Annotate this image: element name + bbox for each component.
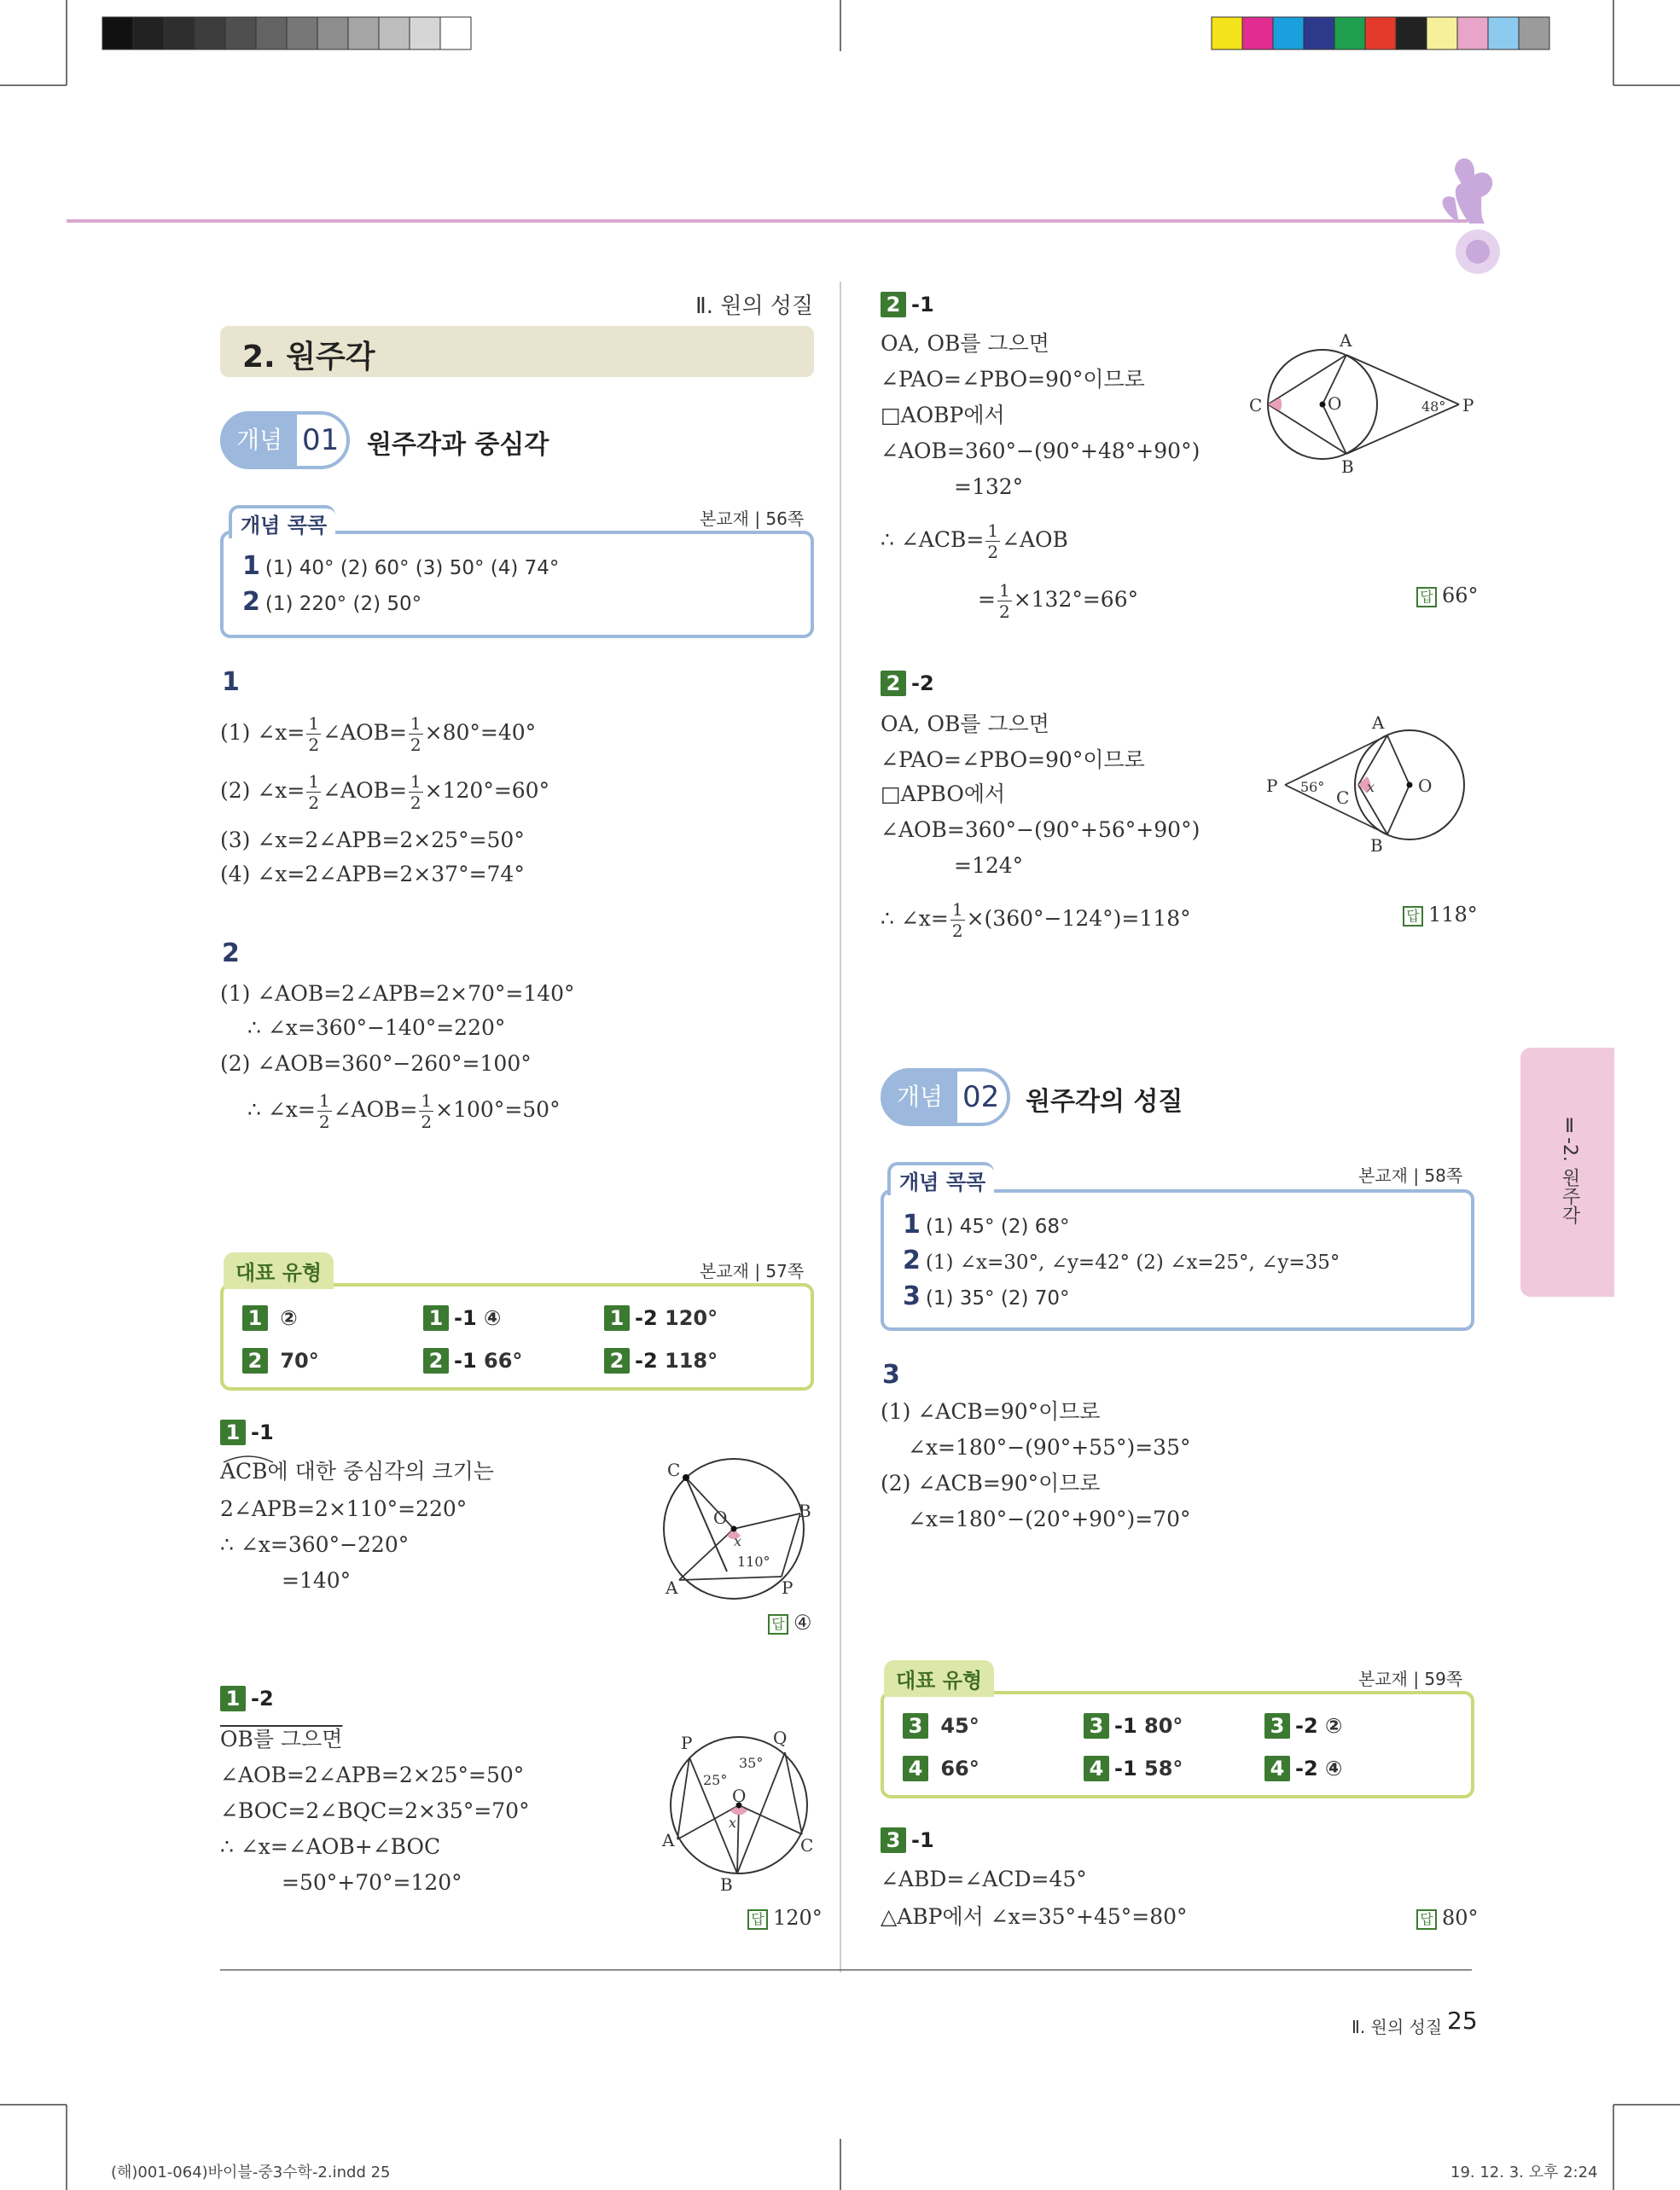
chapter-label: Ⅱ. 원의 성질 [695,293,814,319]
s12-answer: 답 120° [747,1906,823,1930]
concept-number: 01 [302,423,340,457]
s11-line-3: ∴ ∠x=360°−220° [220,1532,410,1557]
s31-badge: 3 -1 [881,1827,934,1853]
gray-swatch [164,17,195,49]
s11-line-2: 2∠APB=2×110°=220° [220,1496,468,1521]
s31-answer: 답 80° [1416,1906,1479,1930]
s11-line-1: ACB에 대한 중심각의 크기는 [220,1459,494,1484]
s22-line-4: ∠AOB=360°−(90°+56°+90°) [881,817,1200,842]
s12-line-4: ∴ ∠x=∠AOB+∠BOC [220,1834,441,1859]
gray-swatch [287,17,317,49]
concept-check-box-1 [220,531,814,638]
dp1-cell-6: 2 -2 118° [604,1348,718,1374]
p1-line-3: (3) ∠x=2∠APB=2×25°=50° [220,828,525,852]
kk1-row-2: 2 (1) 220° (2) 50° [242,587,422,617]
p1-head: 1 [222,667,240,697]
concept-02-title: 원주각의 성질 [1026,1087,1183,1117]
section-title-band [220,326,814,377]
pt-C: C [1336,787,1350,808]
var-x: x [1367,779,1375,795]
s11-line-4: =140° [282,1568,352,1593]
kk2-row-3: 3 (1) 35° (2) 70° [903,1281,1070,1311]
p3-line-4: ∠x=180°−(20°+90°)=70° [908,1507,1191,1531]
dp2-cell-3: 3 -2 ② [1264,1713,1342,1739]
concept-number: 02 [962,1080,1000,1114]
dp2-tab: 대표 유형 [884,1660,994,1697]
var-x: x [729,1815,737,1831]
section-title: 2. 원주각 [242,340,375,375]
p3-line-3: (2) ∠ACB=90°이므로 [881,1471,1101,1496]
p3-line-2: ∠x=180°−(90°+55°)=35° [908,1435,1191,1460]
color-swatch [1365,17,1396,49]
pt-C: C [1249,395,1263,415]
pt-P: P [1462,395,1474,415]
p2-line-3: (2) ∠AOB=360°−260°=100° [220,1051,532,1076]
gray-swatch [256,17,287,49]
kk1-tab: 개념 콕콕 [229,505,335,538]
pt-C: C [800,1835,814,1856]
dp2-source: 본교재 | 59쪽 [1358,1669,1463,1689]
color-swatch [1304,17,1334,49]
dp1-cell-1: 1 ② [242,1305,298,1331]
dp1-source: 본교재 | 57쪽 [700,1261,805,1281]
pt-O: O [1418,776,1433,796]
p1-line-1: (1) ∠x= $\frac{1}{2}$ ∠AOB= $\frac{1}{2}$ ×80°=40° [220,713,537,755]
dp1-cell-4: 2 70° [242,1348,319,1374]
dp1-cell-2: 1 -1 ④ [423,1305,501,1331]
angle-110: 110° [737,1554,770,1570]
footer-chapter: Ⅱ. 원의 성질 [1352,2017,1443,2037]
angle-48: 48° [1421,398,1446,415]
gray-swatch [102,17,133,49]
gray-swatch [379,17,410,49]
color-swatch [1519,17,1549,49]
s31-line-1: ∠ABD=∠ACD=45° [881,1867,1087,1891]
page-number: 25 [1447,2007,1478,2035]
s21-line-3: □AOBP에서 [881,403,1005,427]
dp1-cell-3: 1 -2 120° [604,1305,718,1331]
gray-swatch [348,17,379,49]
pt-A: A [662,1830,675,1850]
s12-line-1: OB를 그으면 [220,1727,343,1751]
s21-line-4: ∠AOB=360°−(90°+48°+90°) [881,439,1200,463]
dp2-cell-1: 3 45° [903,1713,980,1739]
pt-O: O [1328,393,1342,414]
dp2-cell-4: 4 66° [903,1756,980,1781]
p3-line-1: (1) ∠ACB=90°이므로 [881,1399,1101,1424]
s12-line-2: ∠AOB=2∠APB=2×25°=50° [220,1763,525,1787]
angle-35: 35° [739,1755,764,1771]
pt-A: A [666,1577,678,1598]
pt-P: P [782,1577,793,1598]
s11-answer: 답 ④ [768,1611,812,1635]
s21-line-6: ∴ ∠ACB= $\frac{1}{2}$ ∠AOB [881,520,1068,562]
concept-01-title: 원주각과 중심각 [367,430,549,460]
s21-line-5: =132° [954,474,1024,499]
pt-B: B [1341,456,1354,477]
pt-P: P [681,1733,693,1753]
concept-check-box-2 [881,1189,1474,1331]
p3-head: 3 [882,1360,900,1390]
gray-swatch [195,17,225,49]
representative-box-2 [881,1691,1474,1798]
side-tab [1520,1048,1614,1297]
color-swatch [1396,17,1427,49]
concept-02-pill [881,1068,1010,1126]
p1-line-4: (4) ∠x=2∠APB=2×37°=74° [220,862,525,886]
s22-line-2: ∠PAO=∠PBO=90°이므로 [881,747,1145,772]
color-swatch [1427,17,1457,49]
s11-badge: 1 -1 [220,1420,274,1445]
figure-2-2 [1259,708,1481,862]
color-swatch [1242,17,1273,49]
gray-swatch [317,17,348,49]
p2-line-2: ∴ ∠x=360°−140°=220° [247,1015,506,1040]
concept-01-pill [220,411,350,469]
gray-swatch [410,17,440,49]
s21-answer: 답 66° [1416,584,1479,607]
side-tab-label: Ⅱ-2. 원주각 [1559,1116,1580,1224]
s22-line-1: OA, OB를 그으면 [881,712,1049,736]
pt-C: C [667,1460,681,1480]
gray-swatch [225,17,256,49]
color-swatch [1457,17,1488,49]
s31-line-2: △ABP에서 ∠x=35°+45°=80° [881,1904,1188,1929]
pt-O: O [732,1786,747,1806]
dp2-cell-2: 3 -1 80° [1084,1713,1183,1739]
concept-tag: 개념 [882,1070,957,1124]
color-swatch [1212,17,1242,49]
s12-line-3: ∠BOC=2∠BQC=2×35°=70° [220,1798,530,1823]
pt-B: B [799,1501,811,1521]
s12-line-5: =50°+70°=120° [282,1870,462,1895]
s22-badge: 2 -2 [881,671,934,696]
figure-1-1 [648,1450,836,1604]
figure-1-2 [657,1723,836,1894]
pt-B: B [1370,835,1383,856]
pt-A: A [1372,712,1385,733]
s22-answer: 답 118° [1403,903,1478,927]
gray-swatch [133,17,164,49]
s21-line-2: ∠PAO=∠PBO=90°이므로 [881,367,1145,392]
p2-line-4: ∴ ∠x= $\frac{1}{2}$ ∠AOB= $\frac{1}{2}$ ×100°=50° [247,1090,561,1132]
kk2-source: 본교재 | 58쪽 [1358,1165,1463,1186]
s12-badge: 1 -2 [220,1686,274,1711]
kk1-source: 본교재 | 56쪽 [700,508,805,529]
kk2-row-2: 2 (1) ∠x=30°, ∠y=42° (2) ∠x=25°, ∠y=35° [903,1246,1340,1275]
gray-swatch [440,17,471,49]
kk2-tab: 개념 콕콕 [887,1162,994,1195]
s21-badge: 2 -1 [881,292,934,317]
pt-A: A [1340,330,1352,351]
dp1-tab: 대표 유형 [224,1252,334,1289]
s21-line-7: = $\frac{1}{2}$ ×132°=66° [978,580,1139,622]
figure-2-1 [1246,328,1485,481]
kk1-row-1: 1 (1) 40° (2) 60° (3) 50° (4) 74° [242,551,560,581]
concept-tag: 개념 [222,413,297,468]
s22-line-6: ∴ ∠x= $\frac{1}{2}$ ×(360°−124°)=118° [881,899,1191,941]
pt-Q: Q [773,1728,788,1748]
s22-line-5: =124° [954,853,1024,878]
s21-line-1: OA, OB를 그으면 [881,331,1049,356]
arc-mark [220,1450,276,1464]
angle-56: 56° [1300,779,1325,795]
color-swatch [1488,17,1519,49]
color-swatch [1334,17,1365,49]
footer-stamp: 19. 12. 3. 오후 2:24 [1450,2164,1598,2181]
dp2-cell-6: 4 -2 ④ [1264,1756,1342,1781]
dp1-cell-5: 2 -1 66° [423,1348,522,1374]
p2-line-1: (1) ∠AOB=2∠APB=2×70°=140° [220,981,575,1006]
representative-box-1 [220,1283,814,1391]
var-x: x [734,1533,742,1549]
footer-file: (해)001-064)바이블-중3수학-2.indd 25 [111,2164,391,2181]
kk2-row-1: 1 (1) 45° (2) 68° [903,1210,1070,1240]
pt-P: P [1266,776,1278,796]
color-swatch [1273,17,1304,49]
s22-line-3: □APBO에서 [881,781,1006,806]
p2-head: 2 [222,938,240,968]
pt-O: O [713,1507,728,1528]
angle-25: 25° [703,1772,728,1788]
dp2-cell-5: 4 -1 58° [1084,1756,1183,1781]
pt-B: B [720,1874,733,1894]
p1-line-2: (2) ∠x= $\frac{1}{2}$ ∠AOB= $\frac{1}{2}$ ×120°=60° [220,771,550,813]
